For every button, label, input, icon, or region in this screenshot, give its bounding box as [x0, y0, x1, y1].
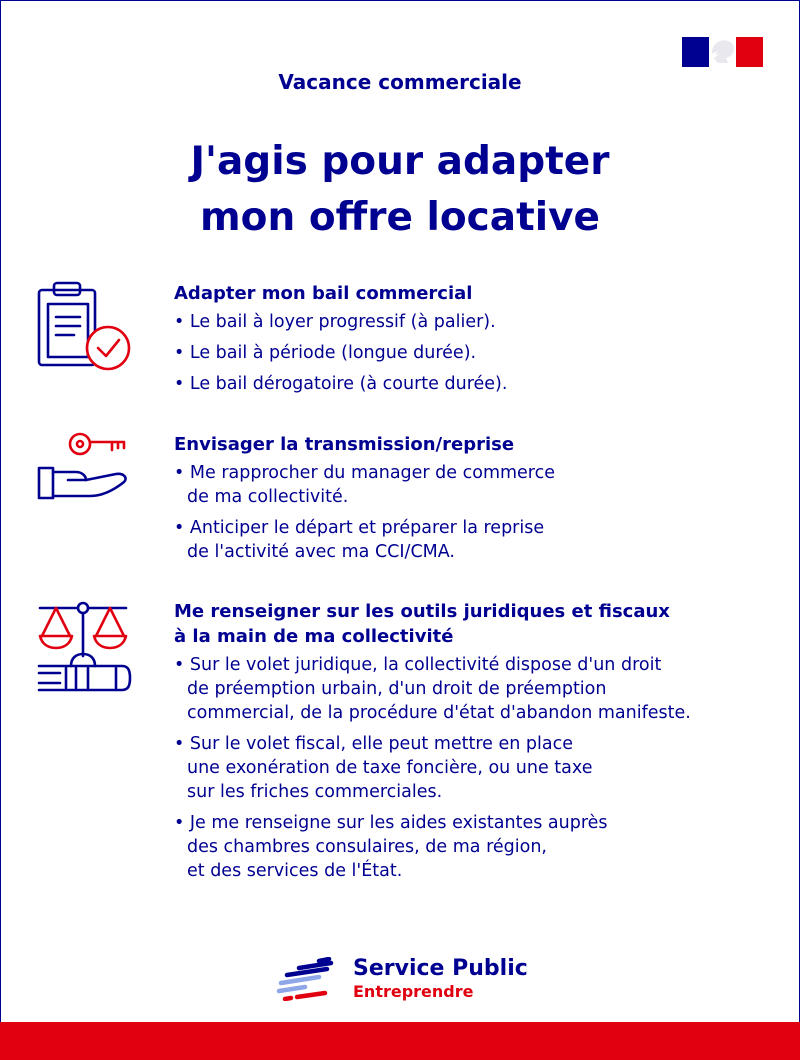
logo-text: [353, 955, 528, 1001]
service-public-logo: [275, 955, 535, 1005]
section-title-line: Me renseigner sur les outils juridiques et fiscaux: [174, 601, 670, 622]
list-item-line: • Anticiper le départ et préparer la reprise: [174, 518, 545, 538]
list-item-line: de ma collectivité.: [187, 487, 349, 507]
list-item: • Le bail à période (longue durée).: [174, 343, 477, 363]
list-item-line: commercial, de la procédure d'état d'abandon manifeste.: [187, 703, 691, 723]
logo-subtitle: Entreprendre: [353, 982, 474, 1001]
title-line-2: mon offre locative: [200, 195, 600, 240]
list-item: [174, 653, 774, 725]
title-line-1: J'agis pour adapter: [190, 139, 610, 184]
section-title: Envisager la transmission/reprise: [174, 434, 515, 455]
list-item-line: • Me rapprocher du manager de commerce: [174, 463, 556, 483]
section-title-line: à la main de ma collectivité: [174, 626, 454, 647]
list-item-line: des chambres consulaires, de ma région,: [187, 837, 547, 857]
list-item: [174, 811, 774, 883]
bottom-red-bar: [0, 1022, 800, 1060]
list-item-line: et des services de l'État.: [187, 861, 403, 881]
list-item-line: sur les friches commerciales.: [187, 782, 443, 802]
marianne-flag-logo: [682, 37, 763, 67]
section-bail: [174, 281, 774, 403]
list-item-line: • Je me renseigne sur les aides existantes auprès: [174, 813, 608, 833]
speed-lines-icon: [275, 957, 345, 1001]
kicker: Vacance commerciale: [278, 70, 522, 94]
section-transmission: [174, 432, 774, 571]
section-title: [174, 599, 774, 649]
list-item: [174, 516, 774, 564]
list-item-line: de préemption urbain, d'un droit de préemption: [187, 679, 607, 699]
section-title: Adapter mon bail commercial: [174, 283, 473, 304]
section-outils: [174, 599, 774, 890]
clipboard-check-icon: [36, 280, 134, 372]
list-item: [174, 461, 774, 509]
hand-key-icon: [36, 430, 134, 502]
list-item-line: • Sur le volet juridique, la collectivité dispose d'un droit: [174, 655, 662, 675]
scales-of-justice-icon: [36, 598, 136, 696]
list-item-line: de l'activité avec ma CCI/CMA.: [187, 542, 455, 562]
list-item-line: une exonération de taxe foncière, ou une taxe: [187, 758, 593, 778]
list-item: • Le bail à loyer progressif (à palier).: [174, 312, 496, 332]
logo-name: Service Public: [353, 956, 528, 981]
page-title: [0, 134, 800, 246]
list-item-line: • Sur le volet fiscal, elle peut mettre en place: [174, 734, 574, 754]
list-item: • Le bail dérogatoire (à courte durée).: [174, 374, 508, 394]
list-item: [174, 732, 774, 804]
